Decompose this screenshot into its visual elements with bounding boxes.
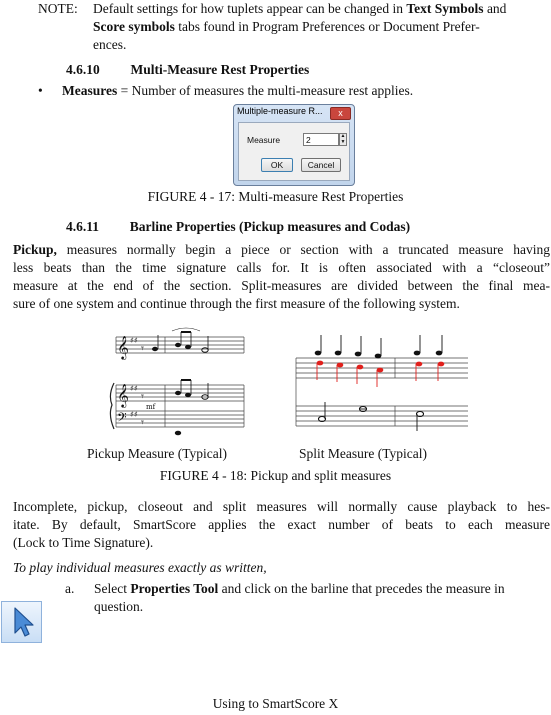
- pickup-line4: sure of one system and continue through the first measure of the following system.: [13, 296, 460, 311]
- note-label: NOTE:: [38, 1, 78, 16]
- page-footer: Using to SmartScore X: [212, 696, 339, 711]
- note-line3: ences.: [93, 37, 127, 52]
- section-heading-4-6-10: [66, 62, 309, 78]
- pickup-line2: less beats than the time signature calls for. It is often associated with a “closeout”: [13, 260, 550, 275]
- paragraph-incomplete: [13, 498, 550, 552]
- step-a-marker: a.: [65, 581, 75, 596]
- step-term: Properties Tool: [130, 581, 219, 596]
- note-body: [93, 0, 551, 54]
- properties-tool-icon: [1, 601, 42, 643]
- bullet-text: = Number of measures the multi-measure rest applies.: [117, 83, 414, 98]
- svg-text:𝄾: 𝄾: [141, 416, 144, 429]
- dialog-panel: [238, 122, 350, 181]
- pickup-caption: Pickup Measure (Typical): [87, 446, 228, 461]
- svg-text:mf: mf: [146, 403, 156, 411]
- dialog-title: Multiple-measure R...: [237, 106, 323, 116]
- svg-text:𝄞: 𝄞: [117, 335, 129, 359]
- svg-text:𝄾: 𝄾: [141, 390, 144, 403]
- note-text-symbols: Text Symbols: [406, 1, 484, 16]
- incomplete-line3: (Lock to Time Signature).: [13, 535, 154, 550]
- pickup-line3: measure at the end of the section. Split-measures are divided between the final mea-: [13, 278, 550, 293]
- measure-label: Measure: [247, 135, 281, 145]
- step-line2: question.: [94, 599, 144, 614]
- paragraph-pickup: [13, 241, 550, 313]
- note-line2: tabs found in Program Preferences or Document Prefer-: [174, 19, 480, 34]
- incomplete-line1: Incomplete, pickup, closeout and split measures will normally cause playback to hes-: [13, 499, 550, 514]
- split-measure-notation: [292, 330, 470, 434]
- note-line1-post: and: [483, 1, 507, 16]
- svg-text:♯♯: ♯♯: [130, 384, 138, 393]
- step-a: [94, 580, 550, 616]
- svg-text:𝄞: 𝄞: [117, 383, 129, 407]
- cancel-button[interactable]: Cancel: [301, 158, 341, 172]
- pickup-lead: Pickup,: [13, 242, 57, 257]
- figure-caption-18: FIGURE 4 - 18: Pickup and split measures: [159, 468, 392, 483]
- section-title: Barline Properties (Pickup measures and Codas): [129, 219, 411, 234]
- section-heading-4-6-11: [66, 219, 410, 235]
- step-post: and click on the barline that precedes the measure in: [218, 581, 505, 596]
- svg-text:𝄢: 𝄢: [117, 410, 127, 428]
- measure-spinner[interactable]: ▲ ▼: [340, 134, 346, 145]
- section-number: 4.6.10: [66, 62, 100, 77]
- svg-text:♯♯: ♯♯: [130, 410, 138, 419]
- pickup-line1: measures normally begin a piece or section with a truncated measure having: [56, 242, 550, 257]
- note-line1-pre: Default settings for how tuplets appear can be changed in: [93, 1, 407, 16]
- ok-button[interactable]: OK: [261, 158, 293, 172]
- measure-input[interactable]: 2: [303, 133, 339, 146]
- svg-text:♯♯: ♯♯: [130, 336, 138, 345]
- arrow-cursor-icon: [2, 602, 41, 642]
- incomplete-line2: itate. By default, SmartScore applies the exact number of beats to each measure: [13, 517, 550, 532]
- bullet-term: Measures: [62, 83, 118, 98]
- pickup-measure-notation: [108, 325, 248, 442]
- multi-measure-dialog: [233, 104, 355, 186]
- dialog-close-button[interactable]: x: [330, 107, 351, 120]
- note-score-symbols: Score symbols: [93, 19, 175, 34]
- section-number: 4.6.11: [66, 219, 100, 234]
- bullet-dot: •: [38, 83, 43, 98]
- step-pre: Select: [94, 581, 131, 596]
- italic-instruction: To play individual measures exactly as written,: [13, 560, 267, 575]
- figure-caption-17: FIGURE 4 - 17: Multi-measure Rest Properties: [147, 189, 404, 204]
- section-title: Multi-Measure Rest Properties: [130, 62, 310, 77]
- bullet-measures: [38, 82, 413, 100]
- svg-text:𝄾: 𝄾: [141, 342, 144, 355]
- split-caption: Split Measure (Typical): [299, 446, 428, 461]
